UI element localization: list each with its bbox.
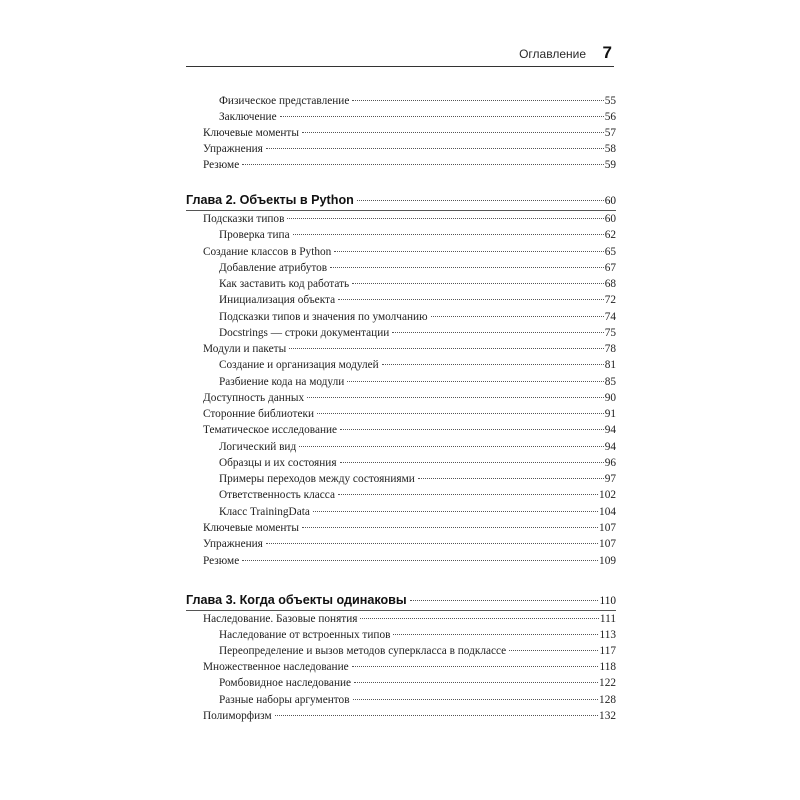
toc-entry-page: 91 [604,408,616,420]
dot-leader [293,234,604,235]
toc-entry-title: Переопределение и вызов методов суперкласса в подклассе [219,645,507,657]
toc-entry-title: Упражнения [203,143,263,155]
toc-entry [0,260,616,276]
toc-entry [0,471,616,487]
dot-leader [299,446,603,447]
toc-entry-title: Логический вид [219,441,297,453]
dot-leader [302,132,604,133]
toc-entry-title: Сторонние библиотеки [203,408,315,420]
dot-leader [307,397,604,398]
dot-leader [313,511,598,512]
toc-entry [0,675,616,691]
toc-entry-page: 81 [604,359,616,371]
toc-entry-title: Подсказки типов [203,213,285,225]
toc-entry-title: Полиморфизм [203,710,272,722]
toc-entry [0,374,616,390]
toc-entry-title: Заключение [219,111,277,123]
dot-leader [418,478,604,479]
toc-entry-title: Ключевые моменты [203,522,299,534]
toc-entry [0,357,616,373]
dot-leader [302,527,598,528]
toc-entry-page: 74 [604,311,616,323]
dot-leader [242,560,598,561]
toc-entry [0,520,616,536]
dot-leader [352,283,604,284]
toc-entry-title: Ключевые моменты [203,127,299,139]
dot-leader [242,164,604,165]
toc-entry-title: Разные наборы аргументов [219,694,350,706]
toc-entry-page: 58 [604,143,616,155]
toc-entry-title: Создание классов в Python [203,246,332,258]
toc-entry [0,309,616,325]
toc-entry [0,141,616,157]
toc-entry-title: Как заставить код работать [219,278,350,290]
toc-entry-page: 85 [604,376,616,388]
toc-entry-title: Наследование от встроенных типов [219,629,391,641]
toc-entry [0,659,616,675]
toc-entry [0,292,616,308]
toc-entry-title: Ромбовидное наследование [219,677,352,689]
toc-entry-page: 113 [599,629,616,641]
toc-entry-title: Проверка типа [219,229,290,241]
toc-entry [0,553,616,569]
toc-entry-page: 60 [604,195,616,207]
dot-leader [382,364,604,365]
toc-entry-title: Создание и организация модулей [219,359,379,371]
dot-leader [275,715,598,716]
toc-entry-title: Наследование. Базовые понятия [203,613,358,625]
toc-chapter-heading [0,189,616,211]
toc-entry [0,244,616,260]
toc-entry-title: Примеры переходов между состояниями [219,473,415,485]
toc-entry-page: 107 [599,538,616,550]
toc-entry-page: 122 [599,677,616,689]
dot-leader [353,699,599,700]
page-number: 7 [602,43,612,62]
toc-entry [0,93,616,109]
toc-entry [0,276,616,292]
toc-entry-page: 102 [599,489,616,501]
toc-entry-title: Упражнения [203,538,263,550]
dot-leader [338,494,598,495]
toc-entry [0,643,616,659]
toc-entry [0,341,616,357]
toc-entry-title: Образцы и их состояния [219,457,337,469]
toc-entry [0,422,616,438]
dot-leader [352,666,599,667]
toc-entry-title: Физическое представление [219,95,350,107]
toc-entry [0,125,616,141]
toc-entry-page: 60 [604,213,616,225]
dot-leader [352,100,603,101]
toc-entry-page: 118 [599,661,616,673]
dot-leader [354,682,598,683]
toc-entry-title: Глава 3. Когда объекты одинаковы [186,593,407,607]
toc-entry-page: 94 [604,441,616,453]
toc-entry-page: 72 [604,294,616,306]
toc-entry-page: 67 [604,262,616,274]
toc-entry [0,708,616,724]
toc-entry-page: 132 [599,710,616,722]
toc-entry-title: Инициализация объекта [219,294,336,306]
dot-leader [280,116,604,117]
dot-leader [393,634,598,635]
toc-entry [0,692,616,708]
dot-leader [266,148,604,149]
toc-entry [0,211,616,227]
toc-entry-title: Резюме [203,159,240,171]
toc-entry-title: Глава 2. Объекты в Python [186,193,354,207]
toc-entry-page: 110 [599,595,616,607]
toc-entry-page: 57 [604,127,616,139]
dot-leader [431,316,604,317]
toc-entry-page: 62 [604,229,616,241]
dot-leader [334,251,603,252]
dot-leader [289,348,604,349]
toc-entry-page: 68 [604,278,616,290]
toc-entry-title: Docstrings — строки документации [219,327,390,339]
toc-entry-page: 96 [604,457,616,469]
toc-entry-page: 107 [599,522,616,534]
toc-entry-title: Добавление атрибутов [219,262,328,274]
toc-entry-page: 117 [599,645,616,657]
toc-entry-title: Разбиение кода на модули [219,376,345,388]
dot-leader [347,381,603,382]
dot-leader [266,543,598,544]
dot-leader [340,462,604,463]
toc-entry-title: Доступность данных [203,392,305,404]
dot-leader [360,618,598,619]
dot-leader [392,332,603,333]
toc-entry [0,406,616,422]
dot-leader [287,218,603,219]
toc-entry-page: 111 [599,613,616,625]
toc-entry-page: 109 [599,555,616,567]
toc-entry [0,627,616,643]
toc-entry-page: 104 [599,506,616,518]
toc-entry [0,227,616,243]
toc-entry-title: Тематическое исследование [203,424,338,436]
toc-entry-title: Множественное наследование [203,661,349,673]
dot-leader [340,429,604,430]
toc-entry-page: 128 [599,694,616,706]
toc-entry-page: 59 [604,159,616,171]
running-header-title: Оглавление [519,47,586,61]
toc-entry-title: Подсказки типов и значения по умолчанию [219,311,428,323]
toc-entry [0,325,616,341]
toc-entry-page: 75 [604,327,616,339]
dot-leader [338,299,604,300]
toc-chapter-heading [0,589,616,611]
toc-entry-title: Модули и пакеты [203,343,287,355]
toc-entry [0,157,616,173]
toc-entry-page: 90 [604,392,616,404]
toc-entry [0,504,616,520]
toc-entry [0,455,616,471]
toc-entry-page: 65 [604,246,616,258]
toc-entry-page: 97 [604,473,616,485]
toc-entry-title: Ответственность класса [219,489,335,501]
toc-entry [0,487,616,503]
dot-leader [357,200,604,201]
dot-leader [509,650,598,651]
dot-leader [330,267,604,268]
toc-entry-page: 94 [604,424,616,436]
dot-leader [317,413,604,414]
toc-entry [0,390,616,406]
toc-entry [0,536,616,552]
toc-entry [0,611,616,627]
toc-entry-title: Класс TrainingData [219,506,310,518]
toc-entry-page: 55 [604,95,616,107]
toc-entry-title: Резюме [203,555,240,567]
dot-leader [410,600,599,601]
toc-entry-page: 78 [604,343,616,355]
toc-entry [0,109,616,125]
toc-entry-page: 56 [604,111,616,123]
toc-entry [0,439,616,455]
